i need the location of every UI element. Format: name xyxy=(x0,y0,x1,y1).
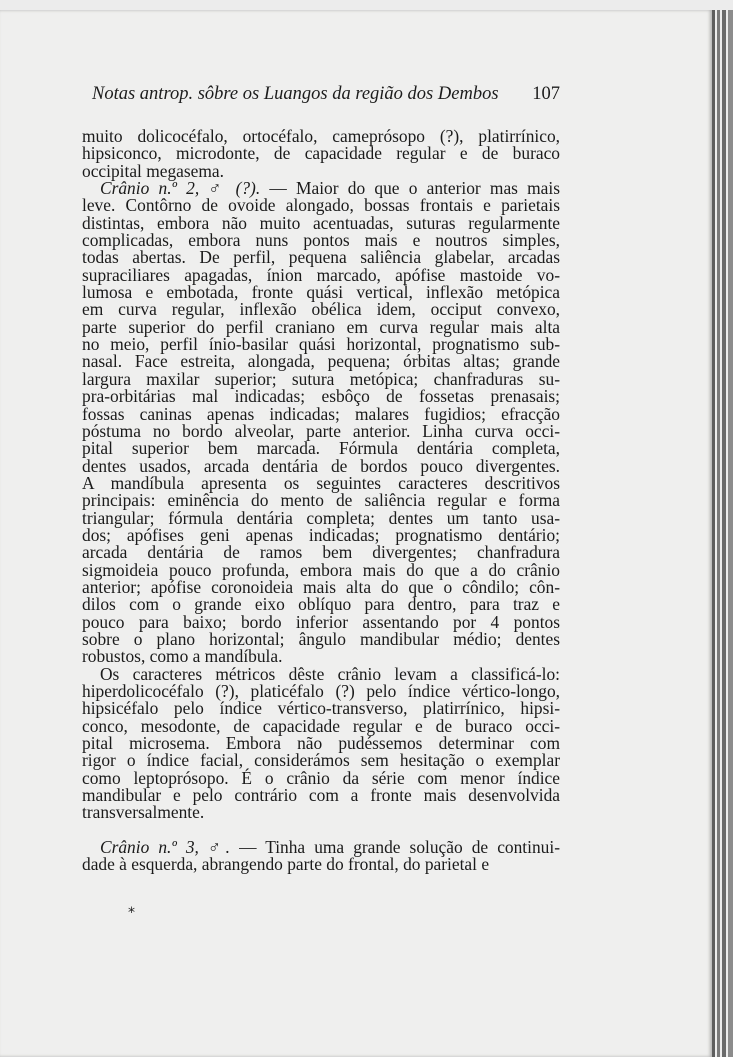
line-text: fossas caninas apenas indicadas; malares fugidios; efracção xyxy=(82,403,560,424)
line-text: — Tinha uma grande solução de continui- xyxy=(230,836,560,857)
line-text: anterior; apófise coronoideia mais alta do que o côndilo; côn- xyxy=(82,576,560,597)
line-text: leve. Contôrno de ovoide alongado, bossas frontais e parietais xyxy=(82,195,560,216)
line-text: como leptoprósopo. É o crânio da série com menor índice xyxy=(82,767,560,788)
line-text: conco, mesodonte, de capacidade regular e de buraco occi- xyxy=(82,715,560,736)
line-text: distintas, embora não muito acentuadas, suturas regularmente xyxy=(82,212,560,233)
line-text: triangular; fórmula dentária completa; dentes um tanto usa- xyxy=(82,507,560,528)
line-text: dentes usados, arcada dentária de bordos pouco divergentes. xyxy=(82,455,560,476)
line-text: arcada dentária de ramos bem divergentes; chanfradura xyxy=(82,542,560,563)
paragraph xyxy=(82,128,560,180)
running-title: Notas antrop. sôbre os Luangos da região dos Dembos xyxy=(92,84,499,104)
line-text: supraciliares apagadas, ínion marcado, apófise mastoide vo- xyxy=(82,264,560,285)
page-number: 107 xyxy=(532,84,560,104)
page-edge xyxy=(717,10,720,1057)
line-text: principais: eminência do mento de saliência regular e forma xyxy=(82,490,560,511)
running-head xyxy=(92,84,560,112)
line-text: pital superior bem marcada. Fórmula dentária completa, xyxy=(82,438,560,459)
line-text: parte superior do perfil craniano em curva regular mais alta xyxy=(82,316,560,337)
line-text: dilos com o grande eixo oblíquo para dentro, para traz e xyxy=(82,594,560,615)
text-line xyxy=(82,856,560,873)
line-text: robustos, como a mandíbula. xyxy=(82,646,283,667)
page-edge xyxy=(712,10,715,1057)
line-text: em curva regular, inflexão obélica idem, occiput convexo, xyxy=(82,299,560,320)
page-edge xyxy=(728,10,733,1057)
page-edge xyxy=(722,10,726,1057)
line-text: mandibular e pelo contrário com a fronte mais desenvolvida xyxy=(82,785,560,806)
line-text: sobre o plano horizontal; ângulo mandibular médio; dentes xyxy=(82,628,560,649)
skull-heading: Crânio n.º 2, ♂ (?). xyxy=(100,178,261,199)
line-text: — Maior do que o anterior mas mais xyxy=(260,178,560,199)
line-text: póstuma no bordo alveolar, parte anterior. Linha curva occi- xyxy=(82,420,560,441)
line-text: hipsiconco, microdonte, de capacidade regular e de buraco xyxy=(82,143,560,164)
line-text: complicadas, embora nuns pontos mais e noutros simples, xyxy=(82,230,560,251)
text-line xyxy=(82,804,560,821)
footnote-mark: * xyxy=(128,905,135,921)
line-text: muito dolicocéfalo, ortocéfalo, cameprósopo (?), platirrínico, xyxy=(82,126,560,146)
line-text: lumosa e embotada, fronte quási vertical, inflexão metópica xyxy=(82,282,560,303)
line-text: hiperdolicocéfalo (?), platicéfalo (?) pelo índice vértico-longo, xyxy=(82,681,560,701)
line-text: Os caracteres métricos dêste crânio levam a classificá-lo: xyxy=(100,663,560,684)
line-text: largura maxilar superior; sutura metópica; chanfraduras su- xyxy=(82,368,560,389)
line-text: A mandíbula apresenta os seguintes caracteres descritivos xyxy=(82,472,560,493)
line-text: transversalmente. xyxy=(82,802,205,823)
skull-heading: Crânio n.º 3, ♂. xyxy=(100,836,231,857)
line-text: rigor o índice facial, considerámos sem hesitação o exemplar xyxy=(82,750,560,771)
paragraph xyxy=(82,836,560,875)
line-text: sigmoideia pouco profunda, embora mais do que a do crânio xyxy=(82,559,560,580)
line-text: pital microsema. Embora não pudéssemos determinar com xyxy=(82,733,560,754)
line-text: no meio, perfil ínio-basilar quási horizontal, prognatismo sub- xyxy=(82,334,560,355)
paragraph xyxy=(82,663,560,823)
line-text: pouco para baixo; bordo inferior assentando por 4 pontos xyxy=(82,611,560,632)
line-text: occipital megasema. xyxy=(82,160,224,181)
line-text: dos; apófises geni apenas indicadas; prognatismo dentário; xyxy=(82,524,560,545)
paragraph xyxy=(82,180,560,666)
line-text: dade à esquerda, abrangendo parte do frontal, do parietal e xyxy=(82,854,490,875)
line-text: todas abertas. De perfil, pequena saliência glabelar, arcadas xyxy=(82,247,560,268)
body-text xyxy=(82,128,560,873)
line-text: nasal. Face estreita, alongada, pequena; órbitas altas; grande xyxy=(82,351,560,372)
line-text: pra-orbitárias mal indicadas; esbôço de fossetas prenasais; xyxy=(82,386,560,407)
line-text: hipsicéfalo pelo índice vértico-transverso, platirrínico, hipsi- xyxy=(82,698,560,719)
